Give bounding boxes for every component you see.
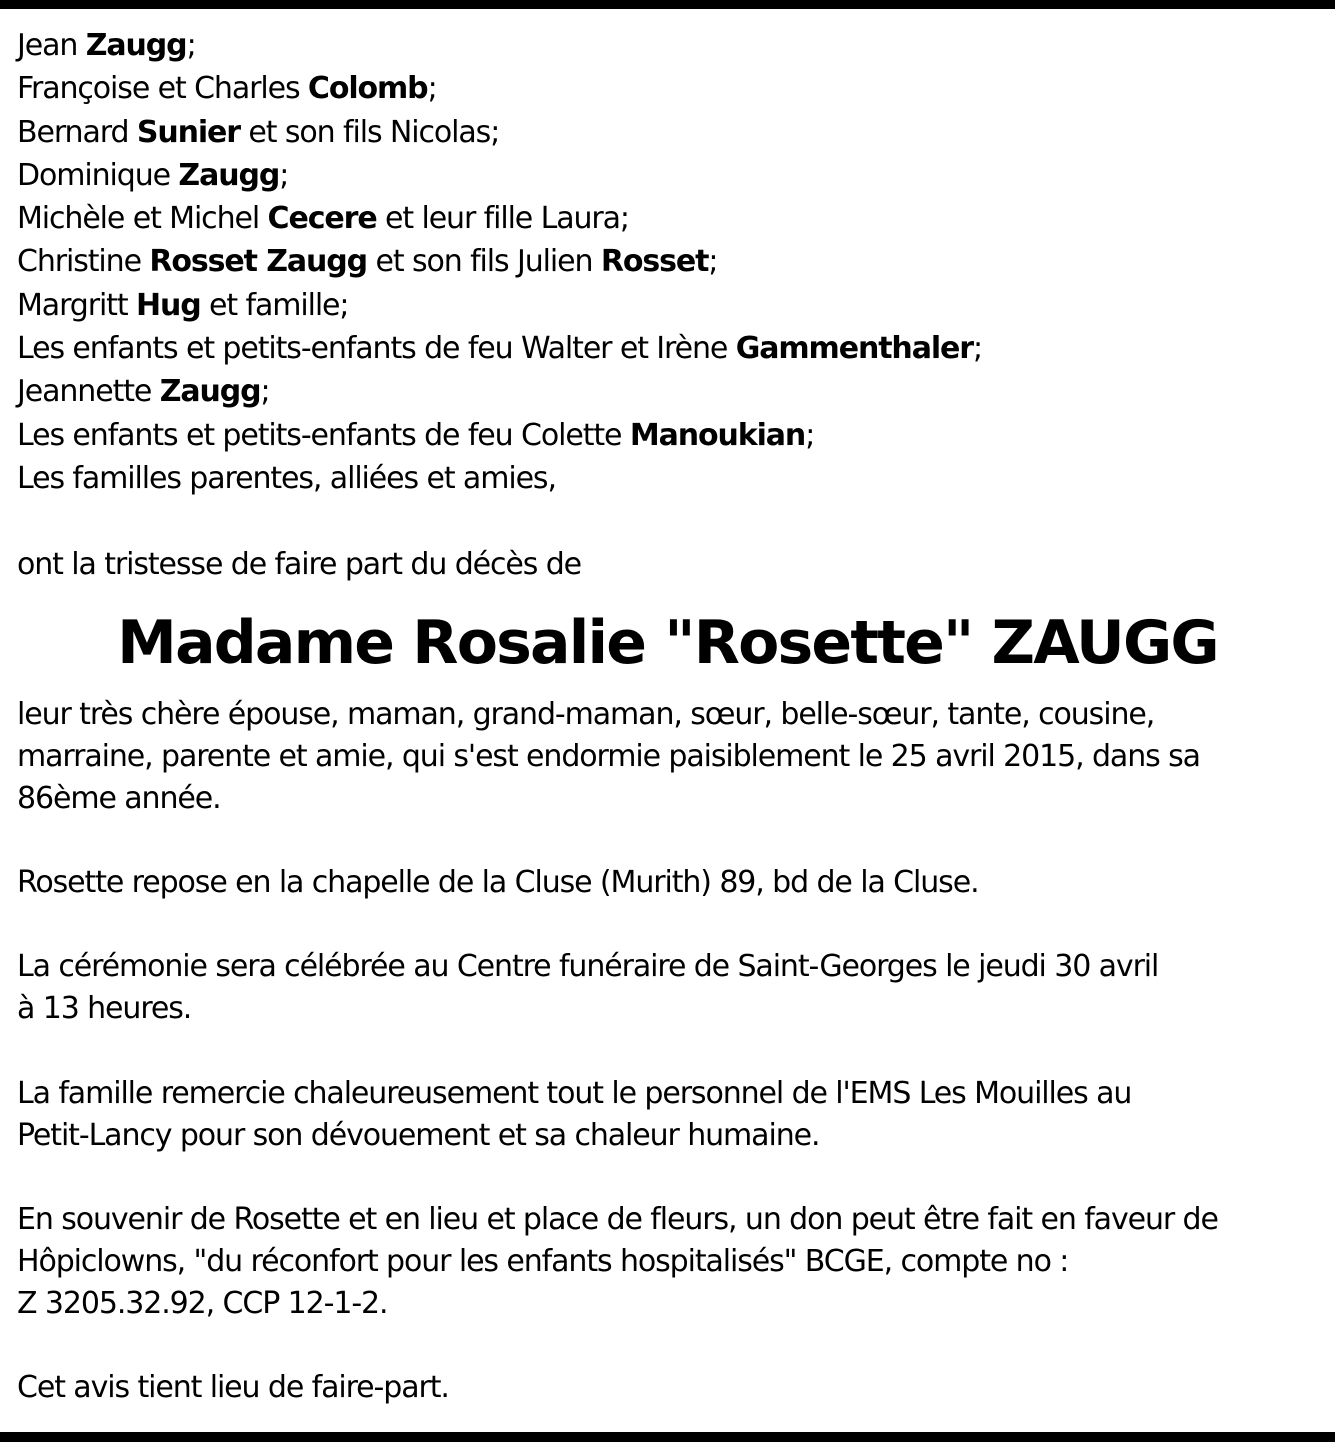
deceased-name-title: Madame Rosalie "Rosette" ZAUGG [117,608,1218,678]
family-line [17,67,982,110]
surname: Zaugg [159,374,261,410]
given-names: Christine [17,244,141,280]
closing-text: Cet avis tient lieu de faire-part. [17,1370,449,1405]
family-line [17,327,982,370]
family-line [17,154,982,197]
family-line [17,414,982,457]
ceremony-text: La cérémonie sera célébrée au Centre funéraire de Saint-Georges le jeudi 30 avril à 13 heures. [17,949,1159,1026]
family-line [17,457,982,500]
family-list [17,24,982,500]
family-line [17,284,982,327]
surname: Rosset [600,244,709,280]
thanks-text: La famille remercie chaleureusement tout le personnel de l'EMS Les Mouilles au Petit-Lancy pour son dévouement et sa chaleur humaine. [17,1076,1132,1153]
surname: Gammenthaler [735,331,973,367]
announcement-text: ont la tristesse de faire part du décès de [17,547,582,582]
top-rule [0,0,1335,9]
line-rest: ; [708,244,718,280]
given-names: Les familles parentes, alliées et amies, [17,460,556,496]
given-names: Dominique [17,157,170,193]
surname: Sunier [136,114,240,150]
surname: Colomb [307,71,428,107]
given-names: Margritt [17,287,128,323]
family-line [17,111,982,154]
line-rest: et son fils Nicolas; [240,114,500,150]
given-names: Jean [17,28,78,63]
surname: Cecere [267,201,377,237]
donation-text: En souvenir de Rosette et en lieu et place de fleurs, un don peut être fait en faveur de Hôpiclowns, "du réconfort pour les enfants hospitalisés" BCGE, compte no : Z 3205.32.92, CCP 12-1-2. [17,1202,1218,1321]
given-names: Les enfants et petits-enfants de feu Colette [17,417,622,453]
surname: Zaugg [178,157,280,193]
family-line [17,24,982,67]
rest-place-text: Rosette repose en la chapelle de la Cluse (Murith) 89, bd de la Cluse. [17,865,979,900]
surname: Hug [135,287,201,323]
line-rest: et famille; [200,287,349,323]
bottom-rule [0,1432,1335,1442]
surname: Zaugg [85,28,187,63]
line-rest: et son fils Julien [367,244,601,280]
surname: Manoukian [629,417,806,453]
surname: Rosset Zaugg [149,244,368,280]
given-names: Les enfants et petits-enfants de feu Walter et Irène [17,331,728,367]
given-names: Michèle et Michel [17,201,260,237]
given-names: Françoise et Charles [17,71,300,107]
line-rest: ; [972,331,982,367]
line-rest: ; [427,71,437,107]
line-rest: ; [805,417,815,453]
family-line [17,370,982,413]
line-rest: ; [186,28,196,63]
family-line [17,197,982,240]
given-names: Jeannette [17,374,152,410]
line-rest: ; [279,157,289,193]
description-text: leur très chère épouse, maman, grand-maman, sœur, belle-sœur, tante, cousine, marraine, parente et amie, qui s'est endormie paisiblement le 25 avril 2015, dans sa 86ème année. [17,697,1200,816]
given-names: Bernard [17,114,129,150]
family-line [17,240,982,283]
line-rest: ; [260,374,270,410]
line-rest: et leur fille Laura; [376,201,629,237]
